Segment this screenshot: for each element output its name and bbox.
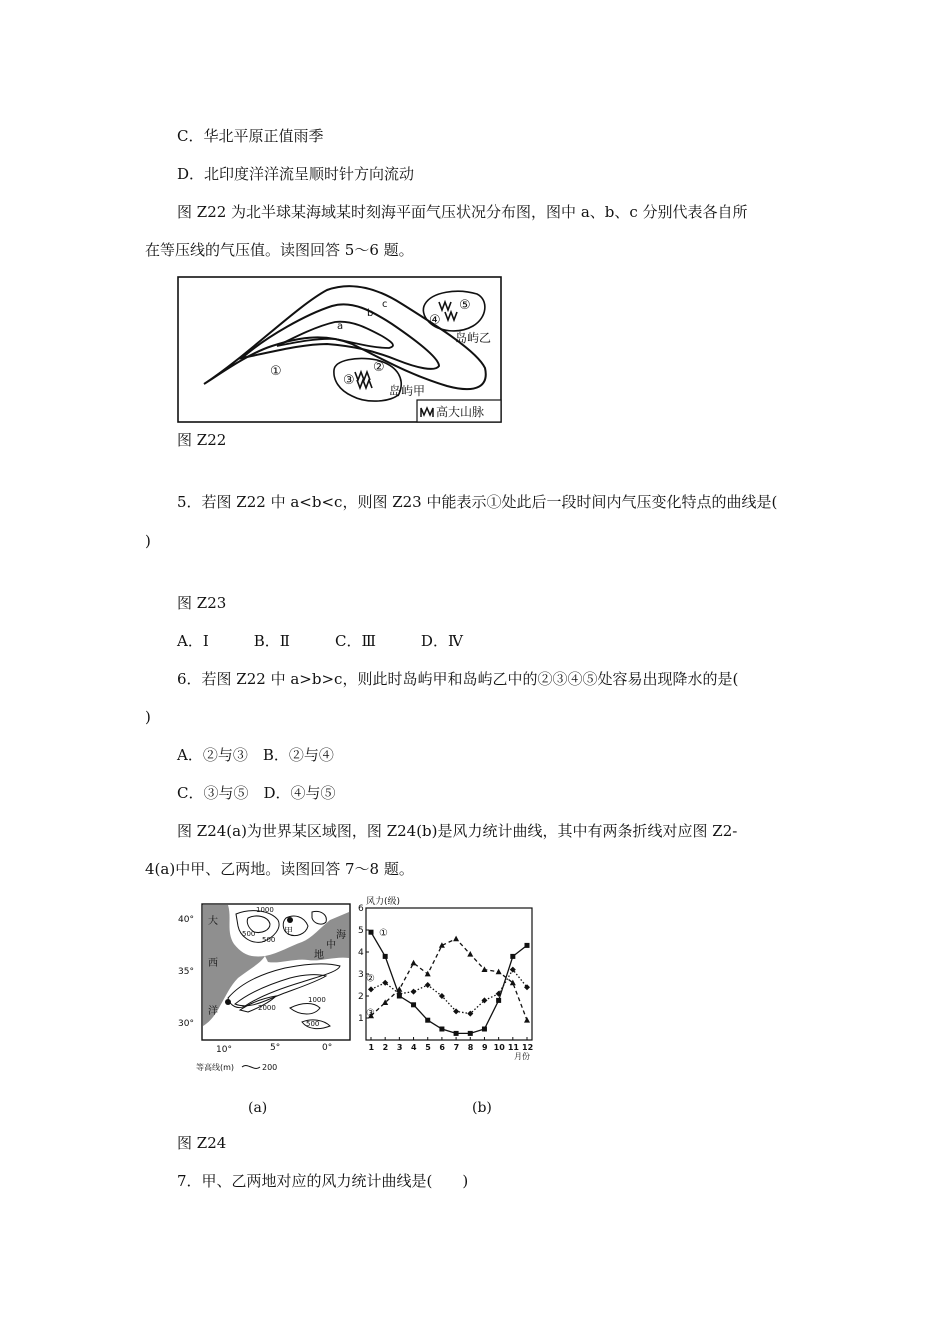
y-tick-label: 6 <box>358 904 364 914</box>
x-tick-label: 8 <box>467 1043 474 1052</box>
question-6-options-cd: C．③与⑤ D．④与⑤ <box>177 784 336 802</box>
intro-56-line1: 图 Z22 为北半球某海域某时刻海平面气压状况分布图，图中 a、b、c 分别代表各自所 <box>177 203 748 221</box>
intro-78-line2: 4(a)中甲、乙两地。读图回答 7～8 题。 <box>145 860 414 878</box>
y-tick-label: 2 <box>358 992 364 1002</box>
contour-label: 1000 <box>308 996 326 1004</box>
x-tick-label: 10 <box>493 1043 505 1052</box>
lat-label: 30° <box>178 1019 194 1029</box>
place-jia-dot <box>287 917 293 923</box>
figure-z23-caption: 图 Z23 <box>177 594 227 612</box>
x-tick-label: 12 <box>522 1043 534 1052</box>
x-tick-label: 9 <box>481 1043 488 1052</box>
label-c: c <box>382 299 388 310</box>
figure-z24a-map <box>178 898 360 1078</box>
subcaption-a: (a) <box>248 1100 268 1116</box>
x-tick-label: 4 <box>411 1043 417 1052</box>
label-a: a <box>337 321 344 332</box>
series-1-point <box>425 1018 430 1023</box>
label-b: b <box>367 308 374 319</box>
question-6-options-ab: A．②与③ B．②与④ <box>177 746 334 764</box>
ocean-label-1: 大 <box>208 916 218 927</box>
subcaption-b: (b) <box>472 1100 492 1116</box>
series-3-point <box>467 951 473 957</box>
series-line-1 <box>371 932 527 1033</box>
x-tick-label: 11 <box>507 1043 519 1052</box>
series-1-point <box>468 1031 473 1036</box>
intro-78-line1: 图 Z24(a)为世界某区域图，图 Z24(b)是风力统计曲线，其中有两条折线对应图 Z2- <box>177 822 738 840</box>
isobar-b <box>242 304 439 369</box>
contour-label: 500 <box>306 1020 320 1028</box>
lat-label: 35° <box>178 967 194 977</box>
series-2-point <box>368 986 374 992</box>
option-c: C．华北平原正值雨季 <box>177 127 324 145</box>
x-tick-label: 3 <box>396 1043 403 1052</box>
contour-legend-line <box>242 1066 260 1069</box>
series-1-point <box>439 1027 444 1032</box>
series-3-point <box>481 966 487 972</box>
option-d: D．北印度洋洋流呈顺时针方向流动 <box>177 165 415 183</box>
question-5-line2: ) <box>145 532 151 550</box>
label-point-3: ③ <box>343 373 355 388</box>
series-1-point <box>369 930 374 935</box>
label-point-4: ④ <box>429 313 441 328</box>
y-tick-label: 3 <box>358 970 364 980</box>
figure-z22-caption: 图 Z22 <box>177 431 227 449</box>
series-3-point <box>425 971 431 977</box>
island-yi-label: 岛屿乙 <box>455 331 492 345</box>
contour-label: 2000 <box>258 1004 276 1012</box>
question-7: 7．甲、乙两地对应的风力统计曲线是( ) <box>177 1172 469 1190</box>
figure-z24b-chart <box>340 892 540 1068</box>
lat-label: 40° <box>178 915 194 925</box>
chart-xlabel: 月份 <box>514 1052 530 1061</box>
island-jia-label: 岛屿甲 <box>389 384 426 398</box>
label-point-2: ② <box>373 360 385 375</box>
contour-label: 1000 <box>256 906 274 914</box>
chart-ylabel: 风力(级) <box>366 897 401 907</box>
series-1-point <box>454 1031 459 1036</box>
ocean-label-2: 西 <box>208 958 218 969</box>
x-tick-label: 2 <box>382 1043 389 1052</box>
question-5-options: A．Ⅰ B．Ⅱ C．Ⅲ D．Ⅳ <box>177 632 463 650</box>
series-3-point <box>453 936 459 942</box>
y-tick-label: 5 <box>358 926 364 936</box>
ocean-label-3: 洋 <box>208 1006 218 1017</box>
series-line-3 <box>371 939 527 1020</box>
figure-z24-caption: 图 Z24 <box>177 1134 227 1152</box>
question-6-line1: 6．若图 Z22 中 a>b>c，则此时岛屿甲和岛屿乙中的②③④⑤处容易出现降水的是( <box>177 670 739 688</box>
series-1-point <box>510 954 515 959</box>
x-tick-label: 1 <box>368 1043 375 1052</box>
intro-56-line2: 在等压线的气压值。读图回答 5～6 题。 <box>145 241 414 259</box>
legend-label: 高大山脉 <box>436 405 485 419</box>
sea-label-3: 地 <box>314 950 324 961</box>
series-label-2: ② <box>366 973 375 985</box>
series-1-point <box>496 998 501 1003</box>
series-1-point <box>525 943 530 948</box>
x-tick-label: 7 <box>453 1043 460 1052</box>
x-tick-label: 6 <box>439 1043 445 1052</box>
question-6-line2: ) <box>145 708 151 726</box>
mountain-yi <box>439 302 457 320</box>
label-point-5: ⑤ <box>459 298 471 313</box>
series-3-point <box>411 960 417 966</box>
series-1-point <box>383 954 388 959</box>
series-3-point <box>496 969 502 975</box>
y-tick-label: 1 <box>358 1014 364 1024</box>
x-tick-label: 5 <box>425 1043 431 1052</box>
place-jia-label: 甲 <box>284 927 294 937</box>
series-3-point <box>524 1017 530 1023</box>
y-tick-label: 4 <box>358 948 364 958</box>
contour-label: 500 <box>242 930 256 938</box>
series-2-point <box>411 989 417 995</box>
contour-legend-label: 等高线(m) <box>196 1063 235 1072</box>
question-5-line1: 5．若图 Z22 中 a<b<c，则图 Z23 中能表示①处此后一段时间内气压变化特点的曲线是( <box>177 493 778 511</box>
lon-label: 0° <box>322 1043 333 1053</box>
series-1-point <box>482 1027 487 1032</box>
lon-label: 10° <box>216 1045 232 1055</box>
series-1-point <box>411 1002 416 1007</box>
series-label-3: ③ <box>366 1007 375 1019</box>
sea-label-1: 海 <box>336 930 346 941</box>
mountain-jia <box>355 372 372 388</box>
label-point-1: ① <box>270 364 282 379</box>
contour-label: 500 <box>262 936 276 944</box>
series-label-1: ① <box>379 928 388 940</box>
lon-label: 5° <box>270 1043 281 1053</box>
figure-z22 <box>177 276 502 424</box>
sea-label-2: 中 <box>326 940 336 951</box>
place-yi-dot <box>225 999 231 1005</box>
contour-legend-value: 200 <box>262 1063 278 1072</box>
